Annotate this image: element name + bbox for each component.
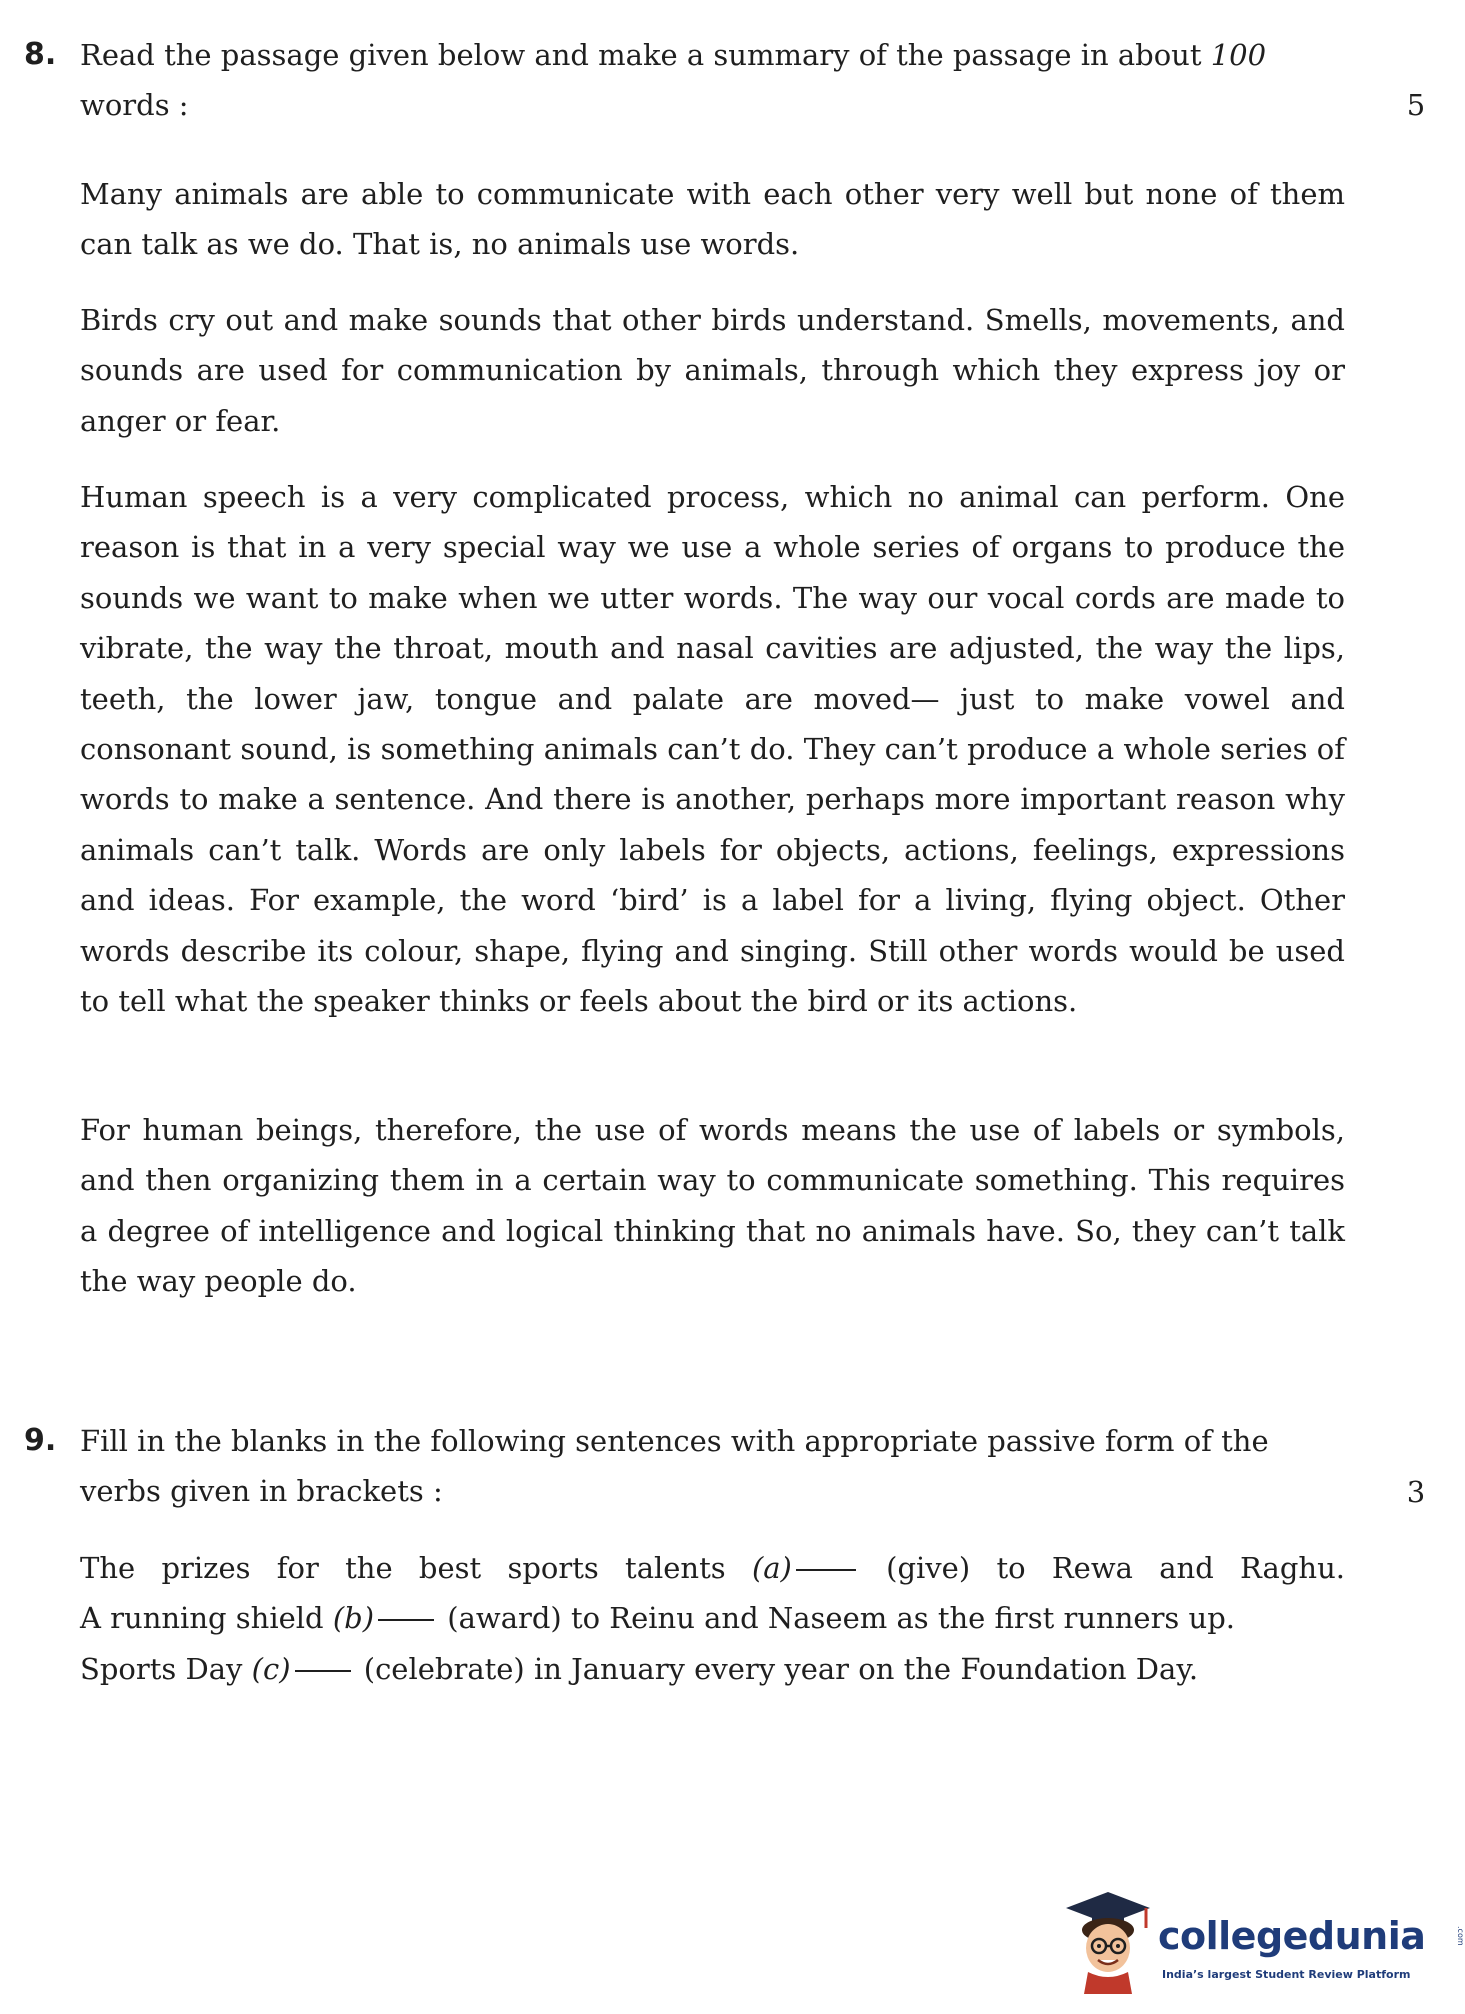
question-8-number: 8. <box>24 37 57 72</box>
blank-a-label: (a) <box>751 1551 792 1585</box>
logo-wordmark: collegedunia <box>1158 1914 1426 1958</box>
blank-c <box>295 1670 351 1672</box>
collegedunia-logo <box>1058 1886 1465 1996</box>
blank-c-label: (c) <box>251 1651 291 1686</box>
question-8-marks: 5 <box>1406 88 1426 122</box>
question-9-prompt: Fill in the blanks in the following sentences with appropriate passive form of the verbs given in brackets : <box>80 1424 1269 1509</box>
sentence-b: A running shield (b) (award) to Reinu and Naseem as the first runners up. <box>80 1601 1235 1636</box>
blank-b-label: (b) <box>332 1601 375 1636</box>
passage-paragraph-4: For human beings, therefore, the use of words means the use of labels or symbols, and then organizing them in a certain way to communicate something. This requires a degree of intelligence and logical thinking that no animals have. So, they can’t talk the way people do. <box>80 1113 1345 1299</box>
passage-paragraph-3: Human speech is a very complicated process, which no animal can perform. One reason is that in a very special way we use a whole series of organs to produce the sounds we want to make when we utter words. The way our vocal cords are made to vibrate, the way the throat, mouth and nasal cavities are adjusted, the way the lips, teeth, the lower jaw, tongue and palate are moved— just to make vowel and consonant sound, is something animals can’t do. They can’t produce a whole series of words to make a sentence. And there is another, perhaps more important reason why animals can’t talk. Words are only labels for objects, actions, feelings, expressions and ideas. For example, the word ‘bird’ is a label for a living, flying object. Other words describe its colour, shape, flying and singing. Still other words would be used to tell what the speaker thinks or feels about the bird or its actions. <box>80 480 1345 1019</box>
question-8-word-limit: 100 <box>1210 38 1267 72</box>
fill-in-sentences <box>80 1543 1345 1694</box>
question-9-marks: 3 <box>1406 1475 1426 1509</box>
sentence-a: The prizes for the best sports talents (a) (give) to Rewa and Raghu. <box>80 1551 1345 1585</box>
question-8-prompt-end: words : <box>80 88 189 123</box>
logo-com: .com <box>1456 1926 1465 1946</box>
mascot-icon <box>1058 1886 1158 1996</box>
question-8-prompt <box>80 30 1345 131</box>
blank-a <box>796 1569 856 1571</box>
sentence-c: Sports Day (c) (celebrate) in January every year on the Foundation Day. <box>80 1651 1199 1686</box>
blank-b <box>378 1619 434 1621</box>
question-9-number: 9. <box>24 1423 57 1458</box>
logo-tagline: India’s largest Student Review Platform <box>1162 1968 1411 1981</box>
question-8-prompt-start: Read the passage given below and make a summary of the passage in about <box>80 38 1211 72</box>
passage-paragraph-2: Birds cry out and make sounds that other birds understand. Smells, movements, and sounds are used for communication by animals, through which they express joy or anger or fear. <box>80 303 1345 438</box>
passage-paragraph-1: Many animals are able to communicate with each other very well but none of them can talk as we do. That is, no animals use words. <box>80 177 1345 262</box>
